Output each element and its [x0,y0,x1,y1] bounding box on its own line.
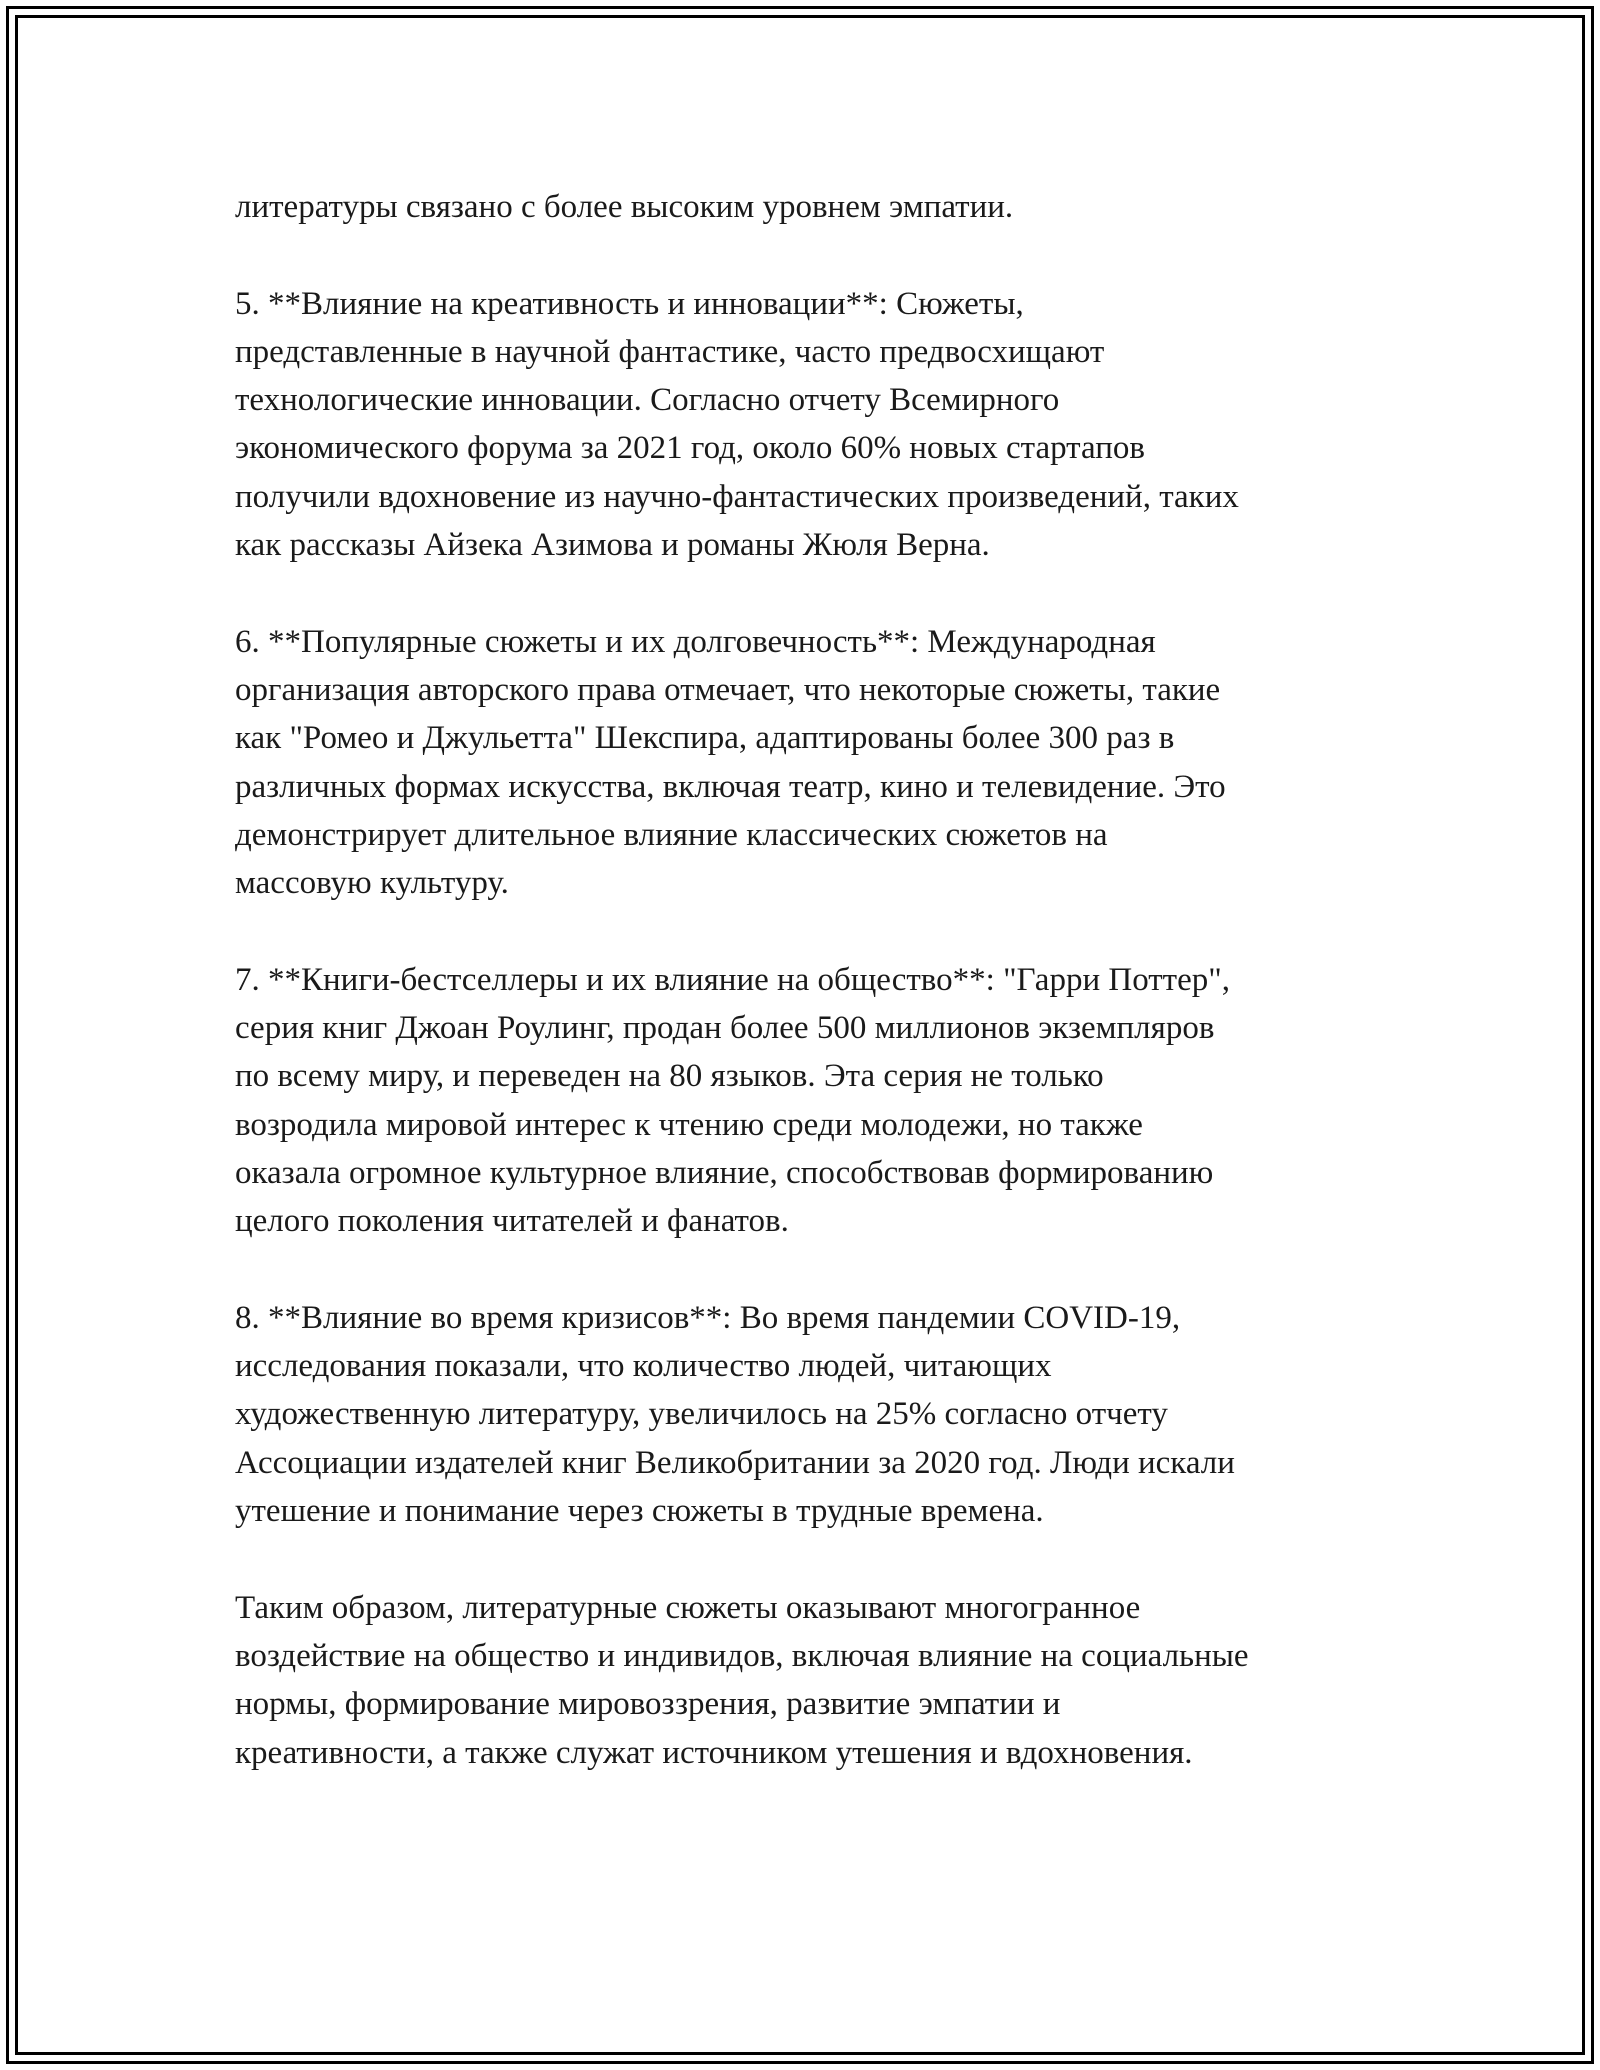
paragraph-bestsellers: 7. **Книги-бестселлеры и их влияние на общество**: "Гарри Поттер", серия книг Джоан Роулинг, продан более 500 миллионов экземпляров по всему миру, и переведен на 80 языков. Эта серия не только возродила мировой интерес к чтению среди молодежи, но также оказала огромное культурное влияние, способствовав формированию целого поколения читателей и фанатов. [235,961,1230,1240]
paragraph-conclusion: Таким образом, литературные сюжеты оказывают многогранное воздействие на общество и индивидов, включая влияние на социальные нормы, формирование мировоззрения, развитие эмпатии и креативности, а также служат источником утешения и вдохновения. [235,1589,1249,1771]
paragraph-creativity-innovation: 5. **Влияние на креативность и инновации**: Сюжеты, представленные в научной фантастике, часто предвосхищают технологические инновации. Согласно отчету Всемирного экономического форума за 2021 год, около 60% новых стартапов получили вдохновение из научно-фантастических произведений, таких как рассказы Айзека Азимова и романы Жюля Верна. [235,285,1239,564]
document-body [235,183,1375,1777]
paragraph-empathy-continuation: литературы связано с более высоким уровнем эмпатии. [235,189,1014,225]
paragraph-crisis-influence: 8. **Влияние во время кризисов**: Во время пандемии COVID-19, исследования показали, что количество людей, читающих художественную литературу, увеличилось на 25% согласно отчету Ассоциации издателей книг Великобритании за 2020 год. Люди искали утешение и понимание через сюжеты в трудные времена. [235,1299,1235,1530]
paragraph-popular-plots: 6. **Популярные сюжеты и их долговечность**: Международная организация авторского права отмечает, что некоторые сюжеты, такие как "Ромео и Джульетта" Шекспира, адаптированы более 300 раз в различных формах искусства, включая театр, кино и телевидение. Это демонстрирует длительное влияние классических сюжетов на массовую культуру. [235,623,1226,902]
